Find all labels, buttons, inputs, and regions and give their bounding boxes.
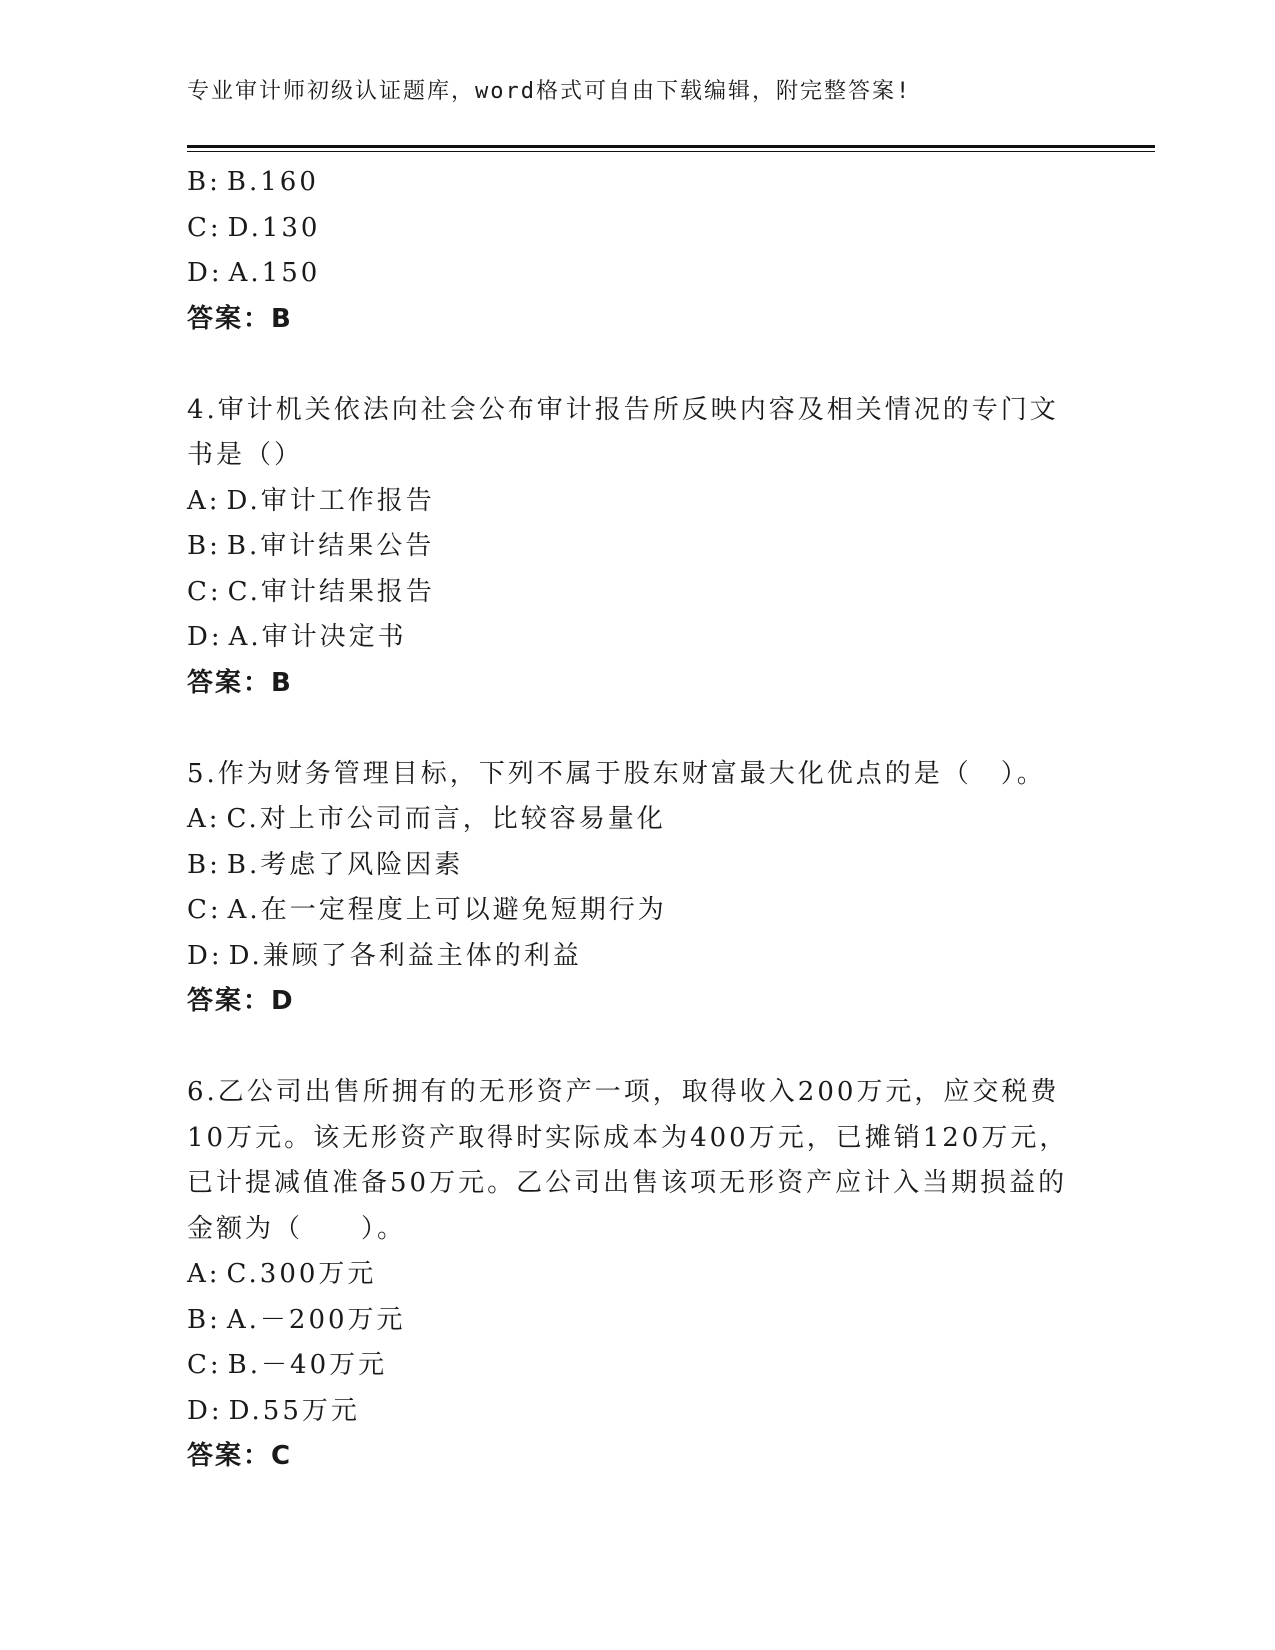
option-line bbox=[187, 479, 1087, 525]
option-letter: B: bbox=[187, 167, 221, 197]
spacer bbox=[187, 1025, 1087, 1071]
option-line bbox=[187, 888, 1087, 934]
option-line bbox=[187, 570, 1087, 616]
option-line bbox=[187, 1252, 1087, 1298]
option-text: B.审计结果公告 bbox=[226, 531, 435, 561]
option-letter: C: bbox=[187, 212, 222, 243]
spacer bbox=[187, 706, 1087, 752]
option-line bbox=[187, 843, 1087, 889]
option-line bbox=[187, 797, 1087, 843]
option-letter: A: bbox=[187, 485, 221, 516]
option-text: C.300万元 bbox=[226, 1259, 377, 1289]
option-letter: B: bbox=[187, 1304, 221, 1335]
header-divider bbox=[187, 145, 1155, 152]
answer-line: 答案：B bbox=[187, 303, 293, 334]
question-block bbox=[187, 160, 1087, 342]
question-stem: 6.乙公司出售所拥有的无形资产一项，取得收入200万元，应交税费 bbox=[187, 1077, 1060, 1107]
option-letter: B: bbox=[187, 531, 221, 561]
option-letter: D: bbox=[187, 258, 223, 288]
option-text: D.55万元 bbox=[228, 1395, 360, 1426]
option-line bbox=[187, 251, 1087, 297]
option-text: A.在一定程度上可以避免短期行为 bbox=[227, 895, 667, 925]
option-text: A.审计决定书 bbox=[228, 622, 407, 652]
option-line bbox=[187, 615, 1087, 661]
option-text: C.审计结果报告 bbox=[227, 576, 435, 607]
question-stem: 10万元。该无形资产取得时实际成本为400万元，已摊销120万元， bbox=[187, 1122, 1069, 1153]
option-letter: D: bbox=[187, 622, 223, 652]
page-header: 专业审计师初级认证题库，word格式可自由下载编辑，附完整答案! bbox=[187, 79, 912, 104]
option-text: D.兼顾了各利益主体的利益 bbox=[228, 940, 582, 971]
question-stem: 书是（） bbox=[187, 440, 304, 470]
question-list bbox=[187, 160, 1087, 1480]
spacer bbox=[187, 342, 1087, 388]
option-text: B.160 bbox=[226, 167, 319, 197]
option-letter: C: bbox=[187, 895, 222, 925]
option-line bbox=[187, 1343, 1087, 1389]
option-letter: D: bbox=[187, 1395, 223, 1426]
option-line bbox=[187, 160, 1087, 206]
answer-line: 答案：D bbox=[187, 986, 295, 1016]
option-line bbox=[187, 524, 1087, 570]
question-block bbox=[187, 388, 1087, 707]
option-line bbox=[187, 1389, 1087, 1435]
option-letter: C: bbox=[187, 576, 222, 607]
option-letter: D: bbox=[187, 940, 223, 971]
option-text: A.150 bbox=[228, 258, 321, 288]
question-stem: 4.审计机关依法向社会公布审计报告所反映内容及相关情况的专门文 bbox=[187, 394, 1059, 425]
option-letter: A: bbox=[187, 804, 221, 834]
option-text: D.审计工作报告 bbox=[226, 485, 435, 516]
answer-line: 答案：B bbox=[187, 667, 293, 698]
option-line bbox=[187, 934, 1087, 980]
option-line bbox=[187, 1298, 1087, 1344]
option-text: B.考虑了风险因素 bbox=[226, 849, 464, 880]
question-stem: 金额为（ ）。 bbox=[187, 1213, 407, 1244]
option-text: D.130 bbox=[227, 212, 321, 243]
option-text: C.对上市公司而言，比较容易量化 bbox=[226, 804, 666, 834]
option-letter: A: bbox=[187, 1259, 221, 1289]
question-block bbox=[187, 752, 1087, 1025]
question-block bbox=[187, 1070, 1087, 1480]
answer-line: 答案：C bbox=[187, 1441, 293, 1471]
question-stem: 5.作为财务管理目标，下列不属于股东财富最大化优点的是（ ）。 bbox=[187, 758, 1046, 789]
option-letter: C: bbox=[187, 1350, 222, 1380]
option-text: B.－40万元 bbox=[227, 1350, 388, 1380]
option-text: A.－200万元 bbox=[226, 1304, 406, 1335]
option-letter: B: bbox=[187, 849, 221, 880]
option-line bbox=[187, 206, 1087, 252]
question-stem: 已计提减值准备50万元。乙公司出售该项无形资产应计入当期损益的 bbox=[187, 1168, 1068, 1198]
